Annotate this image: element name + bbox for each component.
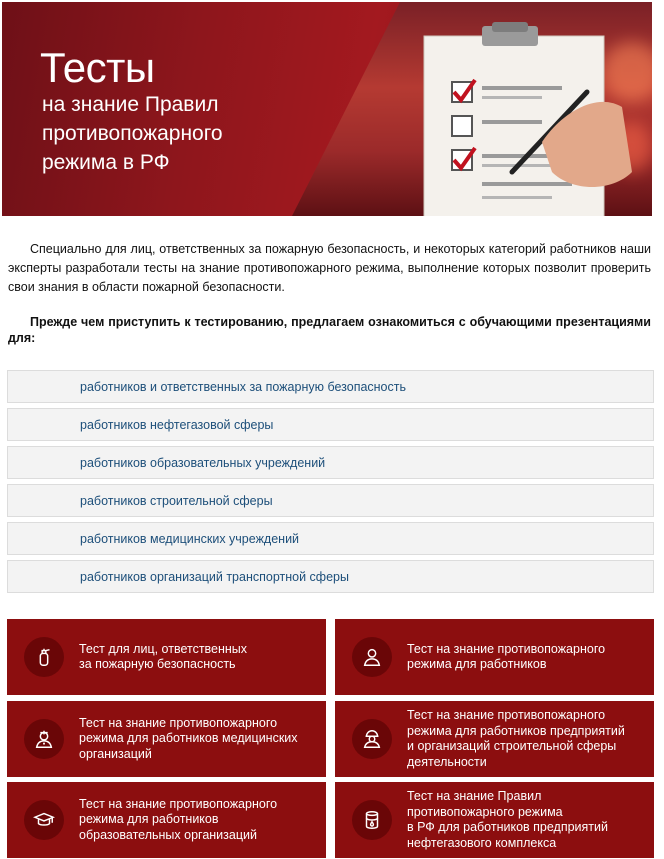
fire-extinguisher-icon <box>24 637 64 677</box>
test-tile-label: Тест на знание Правил противопожарного режима в РФ для работников предприятий нефтегазового комплекса <box>407 789 608 850</box>
test-tile-construction[interactable] <box>335 701 654 777</box>
banner-subtitle: на знание Правил противопожарного режима в РФ <box>42 93 223 174</box>
presentation-link-fire-safety[interactable]: работников и ответственных за пожарную безопасность <box>7 370 654 403</box>
presentation-link-medical[interactable]: работников медицинских учреждений <box>7 522 654 555</box>
presentation-link-construction[interactable]: работников строительной сферы <box>7 484 654 517</box>
presentations-list <box>7 370 654 598</box>
hero-banner <box>2 2 652 216</box>
test-tile-label: Тест для лиц, ответственных за пожарную безопасность <box>79 641 248 671</box>
test-tile-medical[interactable] <box>7 701 326 777</box>
test-tile-oil-gas[interactable] <box>335 782 654 858</box>
banner-title: Тесты <box>40 44 155 91</box>
presentation-link-oil-gas[interactable]: работников нефтегазовой сферы <box>7 408 654 441</box>
test-tile-education[interactable] <box>7 782 326 858</box>
builder-icon <box>352 719 392 759</box>
lead-paragraph: Прежде чем приступить к тестированию, предлагаем ознакомиться с обучающими презентациями для: <box>8 315 651 345</box>
presentation-link-transport[interactable]: работников организаций транспортной сферы <box>7 560 654 593</box>
test-tile-label: Тест на знание противопожарного режима для работников медицинских организаций <box>79 715 298 761</box>
test-tile-label: Тест на знание противопожарного режима для работников предприятий и организаций строительной сферы деятельности <box>407 708 625 769</box>
worker-icon <box>352 637 392 677</box>
test-tile-label: Тест на знание противопожарного режима для работников образовательных организаций <box>79 796 278 842</box>
checklist-illustration <box>422 22 632 216</box>
test-tile-responsible[interactable] <box>7 619 326 695</box>
test-tile-label: Тест на знание противопожарного режима для работников <box>407 641 606 671</box>
graduation-cap-icon <box>24 800 64 840</box>
oil-barrel-icon <box>352 800 392 840</box>
presentation-link-education[interactable]: работников образовательных учреждений <box>7 446 654 479</box>
intro-paragraph: Специально для лиц, ответственных за пожарную безопасность, и некоторых категорий работников наши эксперты разработали тесты на знание противопожарного режима, выполнение которых позволит проверить свои знания в области пожарной безопасности. <box>8 242 651 294</box>
test-tile-workers[interactable] <box>335 619 654 695</box>
medical-worker-icon <box>24 719 64 759</box>
